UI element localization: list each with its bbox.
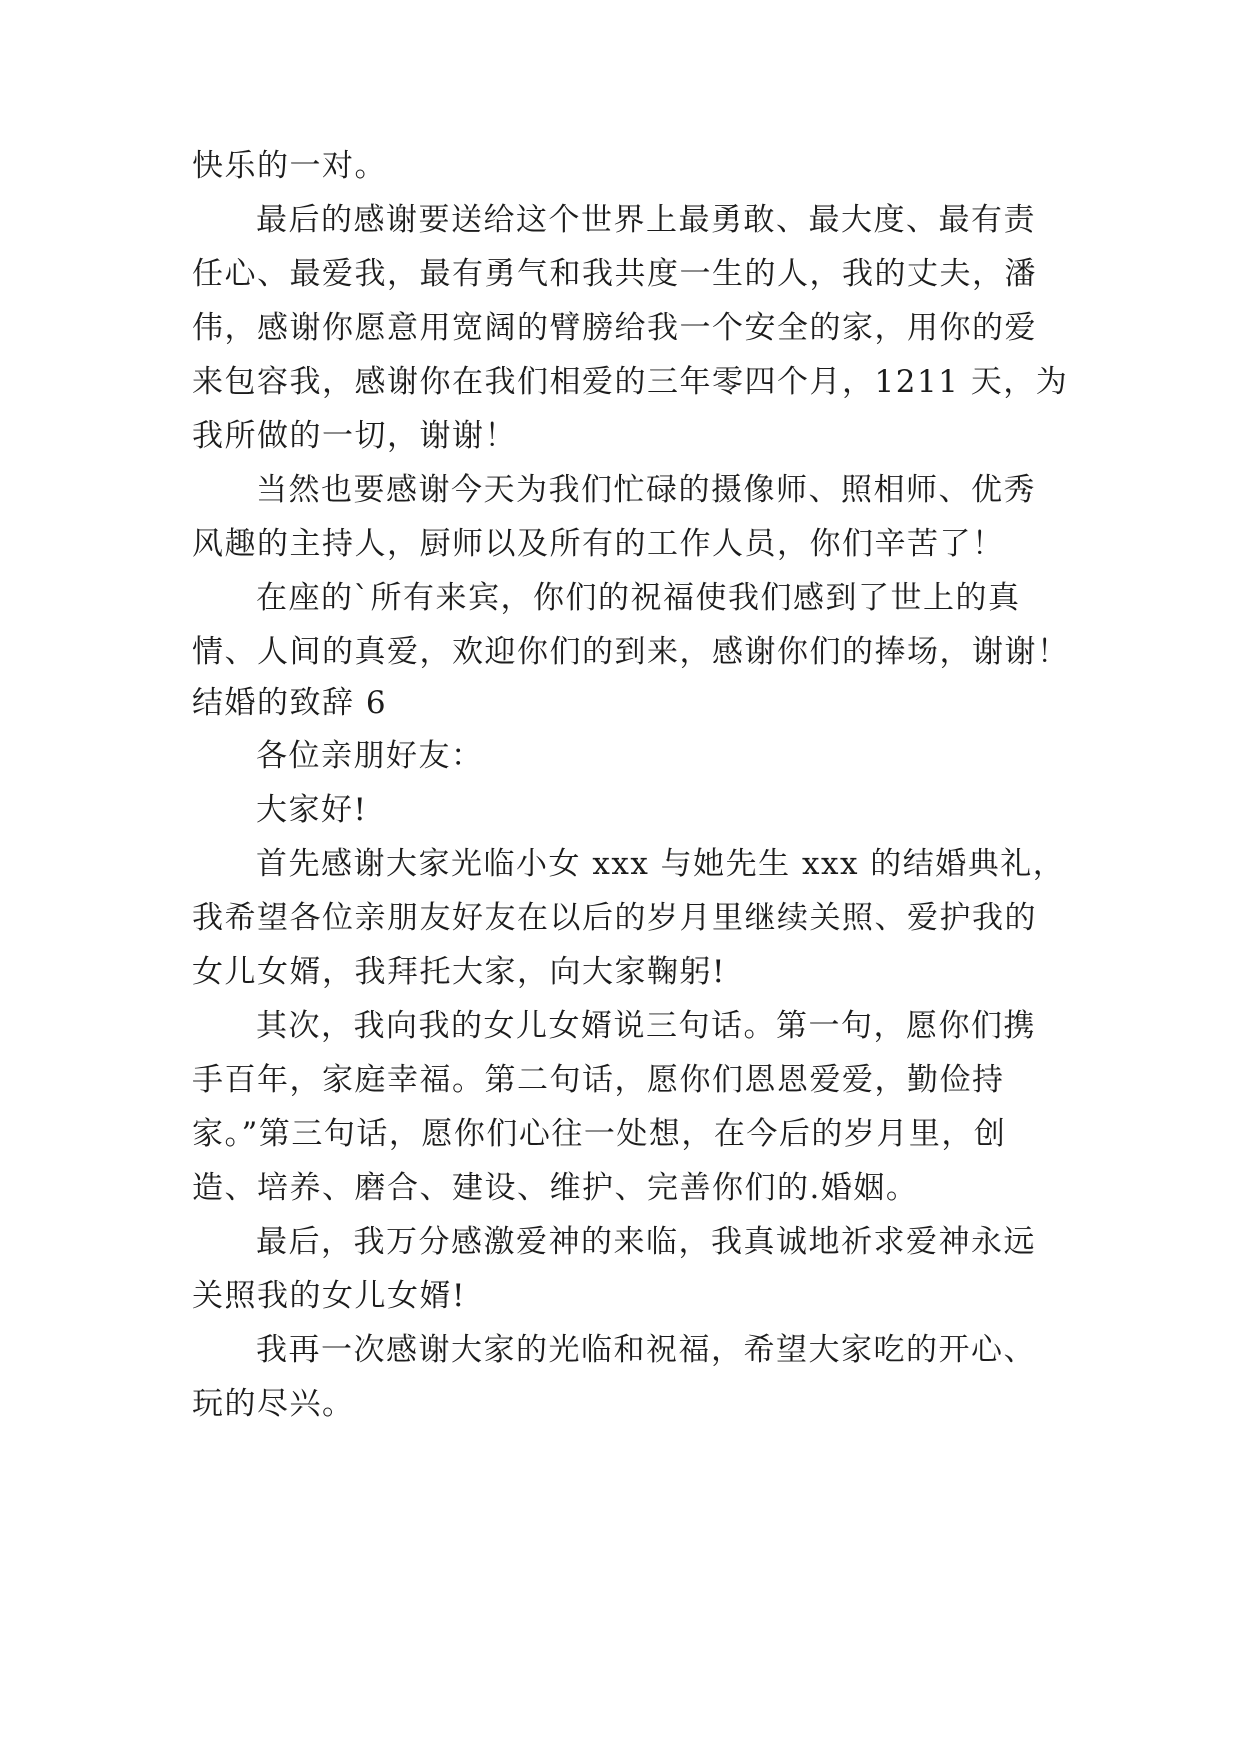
text-line: 情、人间的真爱，欢迎你们的到来，感谢你们的捧场，谢谢！ [192,634,1070,670]
text-line: 造、培养、磨合、建设、维护、完善你们的.婚姻。 [192,1170,919,1206]
text-line: 玩的尽兴。 [192,1386,355,1422]
paragraph-first-line: 最后的感谢要送给这个世界上最勇敢、最大度、最有责 [256,202,1036,238]
text-line: 伟，感谢你愿意用宽阔的臂膀给我一个安全的家，用你的爱 [192,310,1037,346]
text-line: 手百年，家庭幸福。第二句话，愿你们恩恩爱爱，勤俭持 [192,1062,1005,1098]
text-line: 家。”第三句话，愿你们心往一处想，在今后的岁月里，创 [192,1116,1007,1152]
text-line: 来包容我，感谢你在我们相爱的三年零四个月，1211 天，为 [192,364,1069,400]
text-line: 任心、最爱我，最有勇气和我共度一生的人，我的丈夫，潘 [192,256,1037,292]
text-line: 快乐的一对。 [192,148,387,184]
text-line: 我希望各位亲朋友好友在以后的岁月里继续关照、爱护我的 [192,900,1037,936]
paragraph-first-line: 首先感谢大家光临小女 xxx 与她先生 xxx 的结婚典礼， [256,846,1066,882]
text-line: 风趣的主持人，厨师以及所有的工作人员，你们辛苦了！ [192,526,1005,562]
paragraph-first-line: 其次，我向我的女儿女婿说三句话。第一句，愿你们携 [256,1008,1036,1044]
text-line: 我所做的一切，谢谢！ [192,418,517,454]
paragraph-first-line: 最后，我万分感激爱神的来临，我真诚地祈求爱神永远 [256,1224,1036,1260]
text-line: 关照我的女儿女婿! [192,1278,466,1314]
paragraph-first-line: 我再一次感谢大家的光临和祝福，希望大家吃的开心、 [256,1332,1036,1368]
paragraph-first-line: 在座的`所有来宾，你们的祝福使我们感到了世上的真 [256,580,1021,616]
salutation: 各位亲朋好友： [256,738,484,774]
greeting: 大家好! [256,792,368,828]
paragraph-first-line: 当然也要感谢今天为我们忙碌的摄像师、照相师、优秀 [256,472,1036,508]
section-heading: 结婚的致辞 6 [192,685,388,721]
text-line: 女儿女婿，我拜托大家，向大家鞠躬! [192,954,726,990]
